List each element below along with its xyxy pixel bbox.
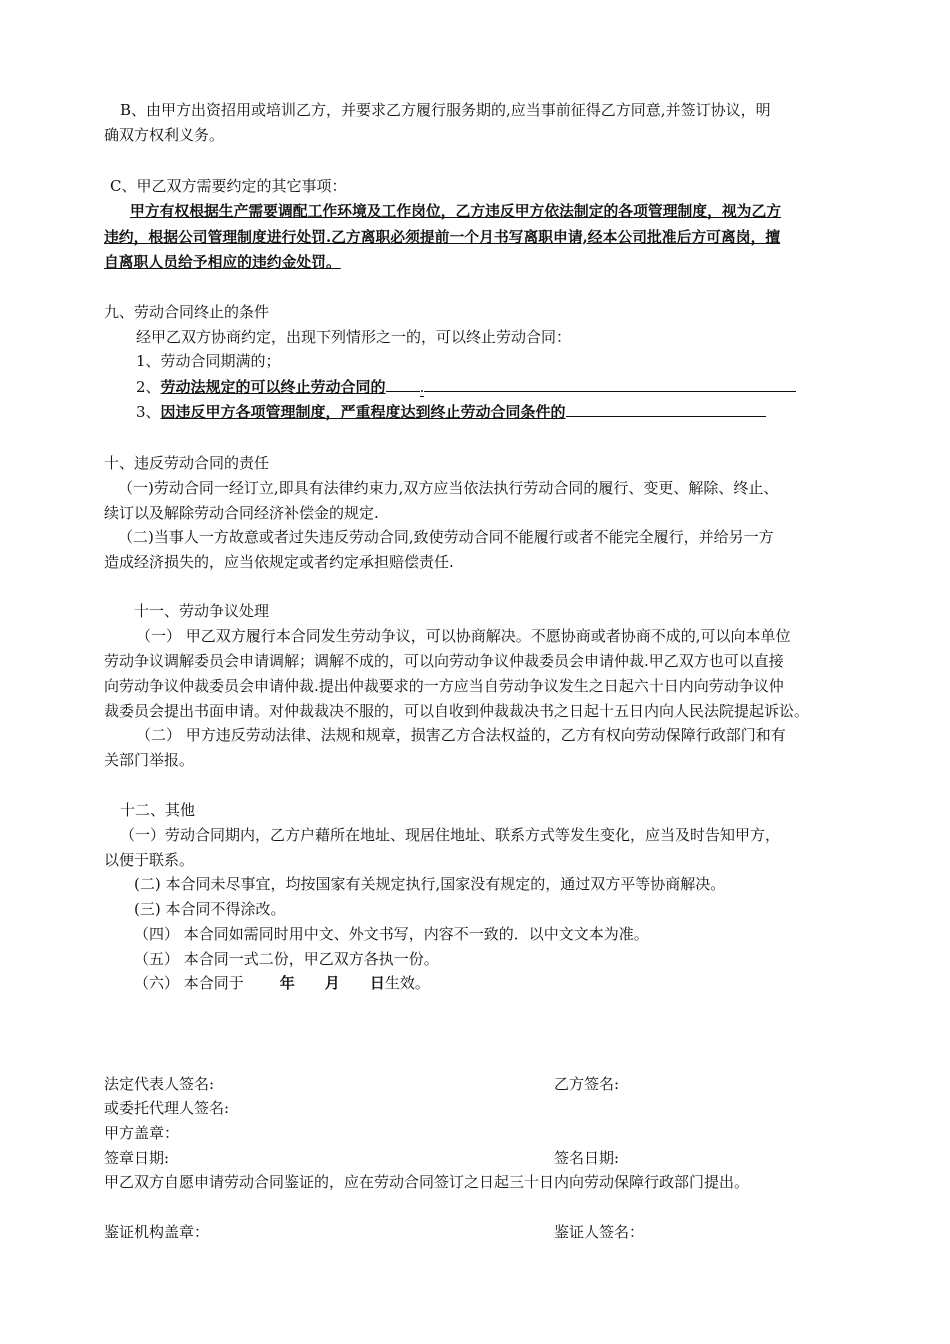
section-c-line-1 xyxy=(104,201,781,223)
section-11-p1-line-1: （一） 甲乙双方履行本合同发生劳动争议，可以协商解决。不愿协商或者协商不成的,可以向本单位 xyxy=(136,627,791,645)
section-c-line-3: 自离职人员给予相应的违约金处罚。 xyxy=(104,254,341,271)
section-b-line-1: B、由甲方出资招用或培训乙方，并要求乙方履行服务期的,应当事前征得乙方同意,并签订协议，明 xyxy=(120,101,771,119)
section-b-line-2: 确双方权利义务。 xyxy=(104,126,225,144)
section-c-line-2: 违约，根据公司管理制度进行处罚.乙方离职必须提前一个月书写离职申请,经本公司批准后方可离岗，擅 xyxy=(104,229,781,246)
verification-seal-label: 鉴证机构盖章： xyxy=(104,1223,210,1241)
section-c-heading: C、甲乙双方需要约定的其它事项： xyxy=(110,177,347,195)
underline-fill xyxy=(566,400,766,417)
party-a-seal-label: 甲方盖章： xyxy=(104,1124,180,1142)
section-9-item-3 xyxy=(136,400,766,423)
section-10-p2-line-2: 造成经济损失的，应当依规定或者约定承担赔偿责任. xyxy=(104,553,454,571)
section-10-p1-line-1: （一)劳动合同一经订立,即具有法律约束力,双方应当依法执行劳动合同的履行、变更、解除、终止、 xyxy=(118,479,779,497)
section-9-intro: 经甲乙双方协商约定，出现下列情形之一的，可以终止劳动合同： xyxy=(136,328,572,346)
agent-signature-label: 或委托代理人签名: xyxy=(104,1099,230,1117)
section-9-heading: 九、劳动合同终止的条件 xyxy=(104,303,270,321)
section-9-item-2-num: 2、 xyxy=(136,378,161,396)
section-12-p6-prefix: （六） 本合同于 xyxy=(134,974,244,992)
section-12-p2: (二) 本合同未尽事宜，均按国家有关规定执行,国家没有规定的，通过双方平等协商解决。 xyxy=(134,875,726,893)
section-9-item-3-text: 因违反甲方各项管理制度，严重程度达到终止劳动合同条件的 xyxy=(160,403,566,421)
section-12-p1-line-1: （一）劳动合同期内，乙方户藉所在地址、现居住地址、联系方式等发生变化，应当及时告知甲方， xyxy=(120,826,781,844)
section-12-p6-suffix: 生效。 xyxy=(384,974,430,992)
section-9-item-2-dot: . xyxy=(419,378,425,396)
section-12-heading: 十二、其他 xyxy=(120,801,196,819)
section-12-p1-line-2: 以便于联系。 xyxy=(104,851,195,869)
section-10-heading: 十、违反劳动合同的责任 xyxy=(104,454,270,472)
underline-fill xyxy=(424,375,796,392)
section-12-p6-month: 月 xyxy=(324,974,340,992)
section-12-p6 xyxy=(134,972,430,994)
section-12-p6-year: 年 xyxy=(279,974,295,992)
section-10-p2-line-1: （二)当事人一方故意或者过失违反劳动合同,致使劳动合同不能履行或者不能完全履行，并给另一方 xyxy=(118,528,774,546)
section-12-p5: （五） 本合同一式二份，甲乙双方各执一份。 xyxy=(134,950,439,968)
section-11-p1-line-2: 劳动争议调解委员会申请调解；调解不成的，可以向劳动争议仲裁委员会申请仲裁.甲乙双方也可以直接 xyxy=(104,652,784,670)
section-11-p1-line-4: 裁委员会提出书面申请。对仲裁裁决不服的，可以自收到仲裁裁决书之日起十五日内向人民法院提起诉讼。 xyxy=(104,702,810,720)
section-12-p6-day: 日 xyxy=(369,974,385,992)
section-9-item-2 xyxy=(136,375,796,398)
section-c-line-1-text: 甲方有权根据生产需要调配工作环境及工作岗位，乙方违反甲方依法制定的各项管理制度，视为乙方 xyxy=(130,203,782,220)
sign-date-label: 签名日期: xyxy=(554,1149,620,1167)
section-11-p1-line-3: 向劳动争议仲裁委员会申请仲裁.提出仲裁要求的一方应当自劳动争议发生之日起六十日内向劳动争议仲 xyxy=(104,677,784,695)
seal-date-label: 签章日期: xyxy=(104,1149,170,1167)
section-12-p3: (三) 本合同不得涂改。 xyxy=(134,900,286,918)
section-9-item-2-text: 劳动法规定的可以终止劳动合同的 xyxy=(160,378,386,396)
section-10-p1-line-2: 续订以及解除劳动合同经济补偿金的规定. xyxy=(104,504,379,522)
verification-notice: 甲乙双方自愿申请劳动合同鉴证的，应在劳动合同签订之日起三十日内向劳动保障行政部门提出。 xyxy=(104,1173,750,1191)
party-b-signature-label: 乙方签名: xyxy=(554,1075,620,1093)
section-9-item-1: 1、劳动合同期满的； xyxy=(136,352,281,370)
section-12-p4: （四） 本合同如需同时用中文、外文书写，内容不一致的．以中文文本为准。 xyxy=(134,925,649,943)
verifier-signature-label: 鉴证人签名： xyxy=(554,1223,645,1241)
section-11-heading: 十一、劳动争议处理 xyxy=(134,602,270,620)
section-9-item-3-num: 3、 xyxy=(136,403,161,421)
section-11-p2-line-1: （二） 甲方违反劳动法律、法规和规章，损害乙方合法权益的，乙方有权向劳动保障行政部门和有 xyxy=(136,726,786,744)
underline-fill xyxy=(386,375,420,392)
legal-rep-signature-label: 法定代表人签名: xyxy=(104,1075,215,1093)
section-11-p2-line-2: 关部门举报。 xyxy=(104,751,195,769)
